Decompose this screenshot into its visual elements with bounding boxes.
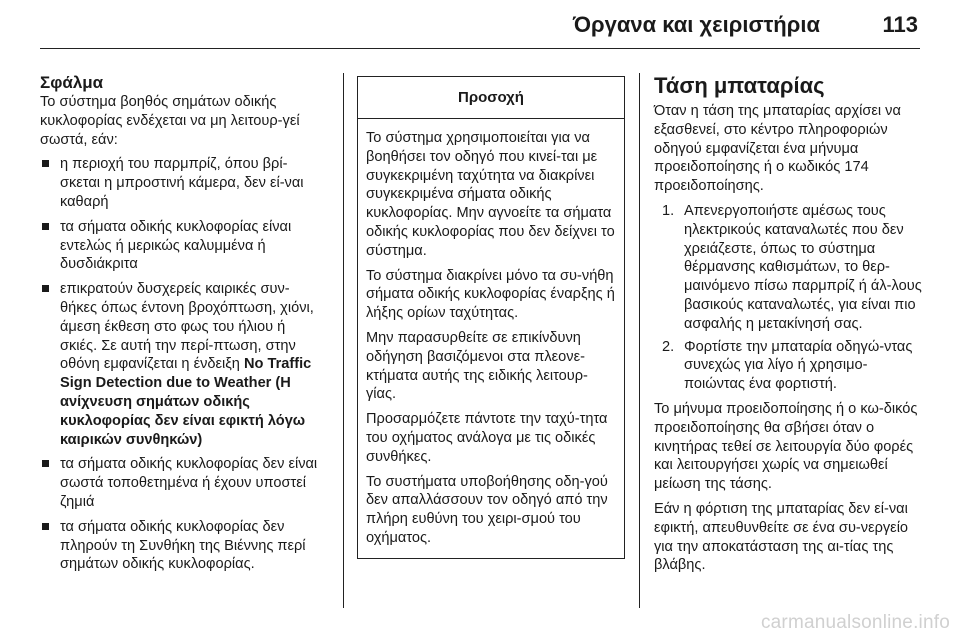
list-item: τα σήματα οδικής κυκλοφορίας δεν πληρούν τη Συνθήκη της Βιέννης περί σημάτων οδικής κυκλοφορίας. [40,518,325,574]
battery-intro: Όταν η τάση της μπαταρίας αρχίσει να εξασθενεί, στο κέντρο πληροφοριών οδηγού εμφανίζεται ένα μήνυμα προειδοποίησης ή ο κωδικός 174 προειδοποίησης. [654,103,901,195]
caution-paragraph: Προσαρμόζετε πάντοτε την ταχύ-τητα του οχήματος ανάλογα με τις οδικές συνθήκες. [366,411,608,465]
battery-paragraph: Εάν η φόρτιση της μπαταρίας δεν εί-ναι εφικτή, απευθυνθείτε σε ένα συ-νεργείο για την αποκατάσταση της αι-τίας της βλάβης. [654,500,909,574]
battery-paragraph: Το μήνυμα προειδοποίησης ή ο κω-δικός προειδοποίησης θα σβήσει όταν ο κινητήρας τεθεί σε λειτουργία δύο φορές και λειτουργήσει χωρίς να σημειωθεί μείωση της τάσης. [654,400,918,493]
list-item: τα σήματα οδικής κυκλοφορίας είναι εντελώς ή μερικώς καλυμμένα ή δυσδιάκριτα [40,218,325,274]
list-item: τα σήματα οδικής κυκλοφορίας δεν είναι σωστά τοποθετημένα ή έχουν υποστεί ζημιά [40,455,325,511]
section-heading-battery-voltage: Τάση μπαταρίας [654,73,825,98]
list-item [654,202,922,334]
caution-title: Προσοχή [358,77,624,119]
watermark: carmanualsonline.info [760,612,950,633]
battery-steps [654,202,922,394]
section-heading-error: Σφάλμα [40,73,104,92]
step-number: 1. [662,202,675,219]
column-divider [639,73,640,608]
caution-box [357,76,625,559]
left-column [40,73,325,580]
list-item [654,338,922,394]
caution-paragraph: Το σύστημα διακρίνει μόνο τα συ-νήθη σήματα οδικής κυκλοφορίας έναρξης ή λήξης ορίων ταχύτητας. [366,267,615,322]
caution-paragraph: Το σύστημα χρησιμοποιείται για να βοηθήσει τον οδηγό που κινεί-ται με συγκεκριμένη ταχύτητα να διακρίνει συγκεκριμένα σήματα οδικής κυκλοφορίας. Μην αγνοείτε τα σήματα οδικής κυκλοφορίας που δεν δείχνει το σύστημα. [366,130,615,259]
list-item: η περιοχή του παρμπρίζ, όπου βρί-σκεται η μπροστινή κάμερα, δεν εί-ναι καθαρή [40,155,325,211]
step-text: Απενεργοποιήστε αμέσως τους ηλεκτρικούς καταναλωτές που δεν χρειάζεστε, όπως το σύστημα θέρμανσης καθισμάτων, το θερ-μαινόμενο πίσω παρμπρίζ ή άλ-λους βασικούς καταναλωτές, για είναι πιο ασφαλής η μετακίνησή σας. [684,202,922,332]
step-text: Φορτίστε την μπαταρία οδηγώ-ντας συνεχώς για λίγο ή χρησιμο-ποιώντας ένα φορτιστή. [684,338,913,393]
list-item-text: επικρατούν δυσχερείς καιρικές συν-θήκες όπως έντονη βροχόπτωση, χιόνι, άμεση έκθεση στο φως του ήλιου ή σκιές. Σε αυτή την περί-πτωση, στην οθόνη εμφανίζεται η ένδειξη [60,281,314,373]
header-rule [40,48,920,49]
error-conditions-list [40,155,325,574]
caution-body [358,119,624,558]
right-column [654,73,922,581]
display-message: No Traffic Sign Detection due to Weather (Η ανίχνευση σημάτων οδικής κυκλοφορίας δεν είναι εφικτή λόγω καιρικών συνθηκών) [60,356,312,448]
page-title: Όργανα και χειριστήρια [572,12,820,37]
list-item [40,280,325,449]
caution-paragraph: Μην παρασυρθείτε σε επικίνδυνη οδήγηση βασιζόμενοι στα πλεονε-κτήματα αυτής της ειδικής λειτουρ-γίας. [366,329,588,403]
step-number: 2. [662,338,675,355]
page-number: 113 [882,12,918,37]
column-divider [343,73,344,608]
caution-paragraph: Το συστήματα υποβοήθησης οδη-γού δεν απαλλάσσουν τον οδηγό από την πλήρη ευθύνη του χειρι-σμού του οχήματος. [366,473,608,546]
error-intro: Το σύστημα βοηθός σημάτων οδικής κυκλοφορίας ενδέχεται να μη λειτουρ-γεί σωστά, εάν: [40,94,300,148]
